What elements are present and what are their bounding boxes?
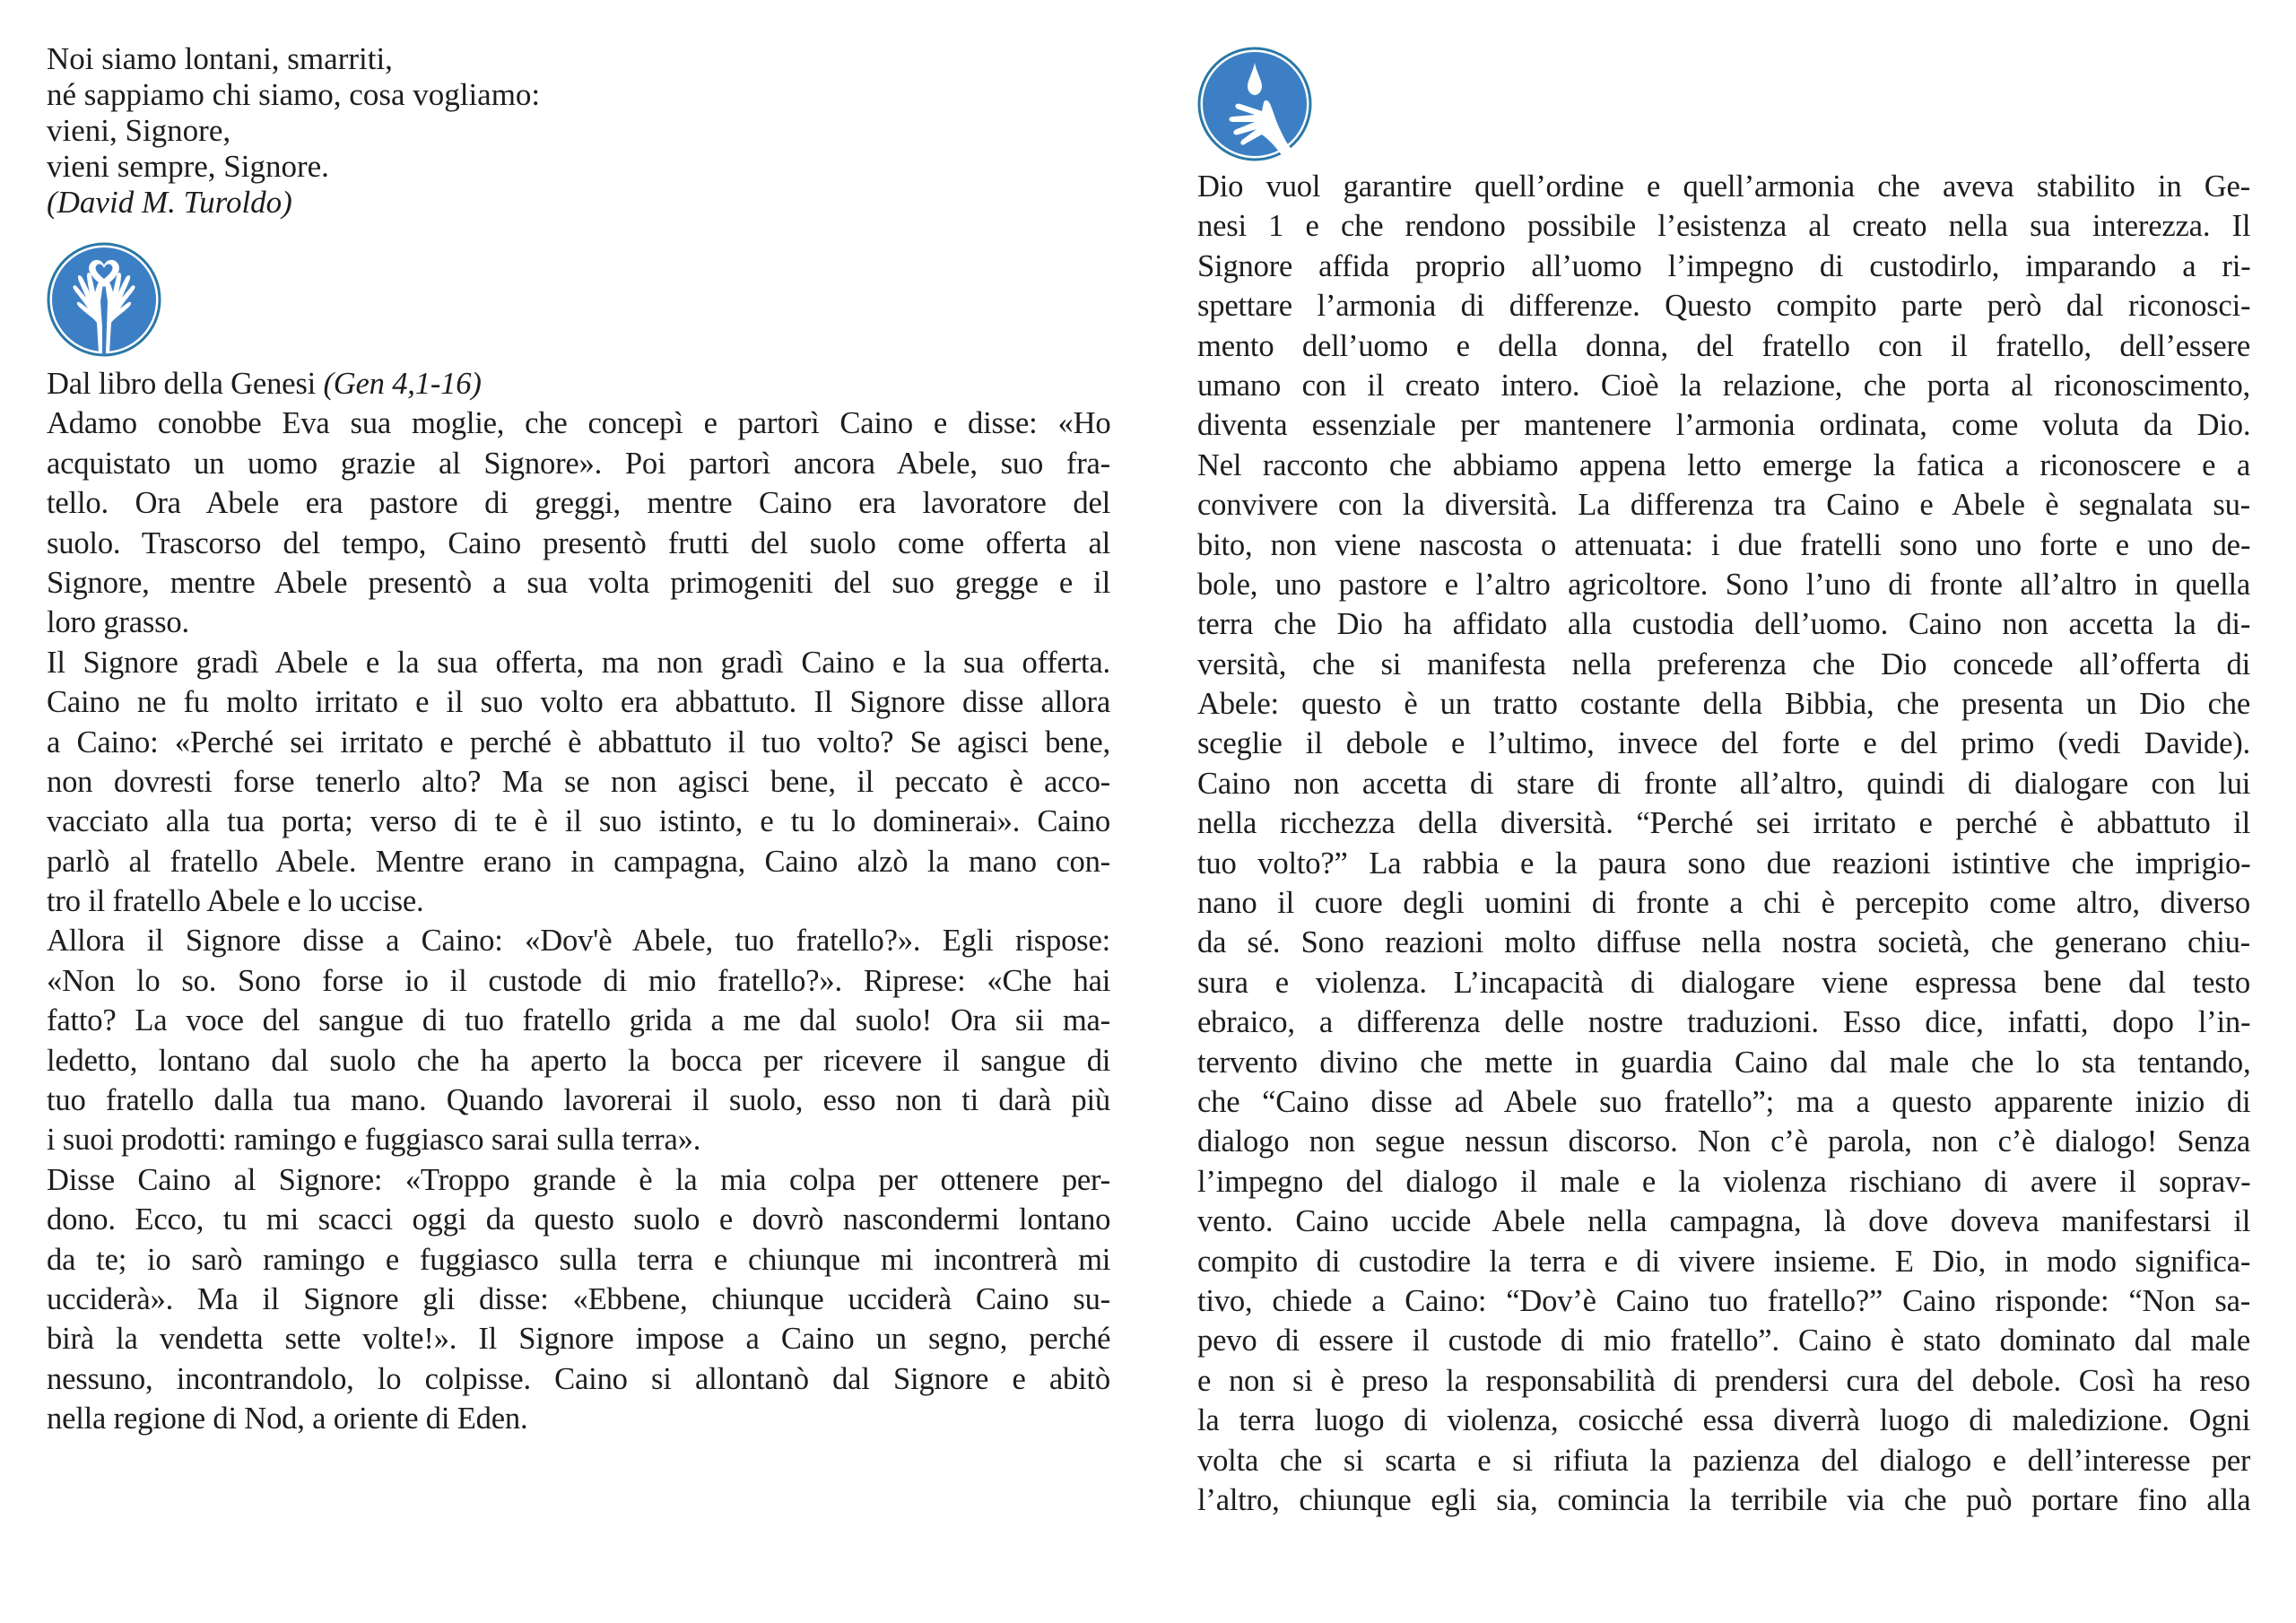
commentary-line: la terra luogo di violenza, cosicché essa diverrà luogo di maledizione. Ogni [1197, 1403, 2250, 1438]
commentary-line: Signore affida proprio all’uomo l’impegno di custodirlo, imparando a ri- [1197, 248, 2250, 283]
commentary-line: Caino non accetta di stare di fronte all’altro, quindi di dialogare con lui [1197, 766, 2250, 801]
commentary-line: ebraico, a differenza delle nostre traduzioni. Esso dice, infatti, dopo l’in- [1197, 1005, 2250, 1040]
commentary-line: volta che si scarta e si rifiuta la pazienza del dialogo e dell’interesse per [1197, 1443, 2250, 1478]
reading-source: Dal libro della Genesi [47, 367, 324, 401]
poem-line: vieni, Signore, [47, 113, 231, 148]
reading-line: Il Signore gradì Abele e la sua offerta, ma non gradì Caino e la sua offerta. [47, 645, 1110, 680]
poem-quote [47, 41, 540, 221]
reading-line: parlò al fratello Abele. Mentre erano in campagna, Caino alzò la mano con- [47, 844, 1110, 879]
reading-line: Allora il Signore disse a Caino: «Dov'è Abele, tuo fratello?». Egli rispose: [47, 924, 1110, 959]
reading-line: da te; io sarò ramingo e fuggiasco sulla terra e chiunque mi incontrerà mi [47, 1242, 1110, 1277]
commentary-line: e non si è preso la responsabilità di prendersi cura del debole. Così ha reso [1197, 1363, 2250, 1398]
reading-line: Caino ne fu molto irritato e il suo volto era abbattuto. Il Signore disse allora [47, 685, 1110, 720]
commentary-line: convivere con la diversità. La differenza tra Caino e Abele è segnalata su- [1197, 488, 2250, 523]
commentary-line: Abele: questo è un tratto costante della Bibbia, che presenta un Dio che [1197, 687, 2250, 722]
reading-line: fatto? La voce del sangue di tuo fratello grida a me dal suolo! Ora sii ma- [47, 1003, 1110, 1038]
reading-line: Disse Caino al Signore: «Troppo grande è la mia colpa per ottenere per- [47, 1162, 1110, 1197]
reading-line: nessuno, incontrandolo, lo colpisse. Caino si allontanò dal Signore e abitò [47, 1361, 1110, 1396]
reading-line: vacciato alla tua porta; verso di te è il suo istinto, e tu lo dominerai». Caino [47, 804, 1110, 839]
reading-line: tuo fratello dalla tua mano. Quando lavorerai il suolo, esso non ti darà più [47, 1083, 1110, 1118]
reading-line: dono. Ecco, tu mi scacci oggi da questo suolo e dovrò nascondermi lontano [47, 1202, 1110, 1237]
commentary-line: diventa essenziale per mantenere l’armonia ordinata, come voluta da Dio. [1197, 408, 2250, 443]
commentary-line: tervento divino che mette in guardia Caino dal male che lo sta tentando, [1197, 1045, 2250, 1080]
scripture-reading [47, 364, 1110, 1439]
commentary-line: sceglie il debole e l’ultimo, invece del forte e del primo (vedi Davide). [1197, 726, 2250, 761]
commentary-line: sura e violenza. L’incapacità di dialogare viene espressa bene dal testo [1197, 965, 2250, 1000]
reading-line: «Non lo so. Sono forse io il custode di mio fratello?». Riprese: «Che hai [47, 963, 1110, 998]
reading-line: loro grasso. [47, 605, 189, 640]
poem-author: (David M. Turoldo) [47, 185, 292, 220]
commentary-line: compito di custodire la terra e di vivere insieme. E Dio, in modo significa- [1197, 1244, 2250, 1279]
commentary-line: umano con il creato intero. Cioè la relazione, che porta al riconoscimento, [1197, 368, 2250, 403]
commentary-line: tuo volto?” La rabbia e la paura sono due reazioni istintive che imprigio- [1197, 846, 2250, 881]
reading-line: tro il fratello Abele e lo uccise. [47, 884, 424, 919]
reading-heading [47, 364, 1110, 404]
commentary-line: l’altro, chiunque egli sia, comincia la terribile via che può portare fino alla [1197, 1482, 2250, 1517]
reading-line: Signore, mentre Abele presentò a sua volta primogeniti del suo gregge e il [47, 565, 1110, 600]
commentary-line: che “Caino disse ad Abele suo fratello”; ma a questo apparente inizio di [1197, 1084, 2250, 1119]
poem-line: vieni sempre, Signore. [47, 149, 329, 184]
reading-line: ucciderà». Ma il Signore gli disse: «Ebbene, chiunque ucciderà Caino su- [47, 1281, 1110, 1316]
reading-reference: (Gen 4,1-16) [323, 367, 482, 401]
hand-water-drop-icon [1197, 47, 1312, 161]
reading-line: Adamo conobbe Eva sua moglie, che concepì e partorì Caino e disse: «Ho [47, 406, 1110, 441]
commentary-line: dialogo non segue nessun discorso. Non c’è parola, non c’è dialogo! Senza [1197, 1124, 2250, 1159]
commentary-line: l’impegno del dialogo il male e la violenza rischiano di avere il soprav- [1197, 1164, 2250, 1199]
commentary-line: Dio vuol garantire quell’ordine e quell’armonia che aveva stabilito in Ge- [1197, 169, 2250, 204]
reading-line: tello. Ora Abele era pastore di greggi, mentre Caino era lavoratore del [47, 486, 1110, 521]
reading-line: suolo. Trascorso del tempo, Caino presentò frutti del suolo come offerta al [47, 525, 1110, 560]
commentary-line: da sé. Sono reazioni molto diffuse nella nostra società, che generano chiu- [1197, 925, 2250, 960]
commentary-line: Nel racconto che abbiamo appena letto emerge la fatica a riconoscere e a [1197, 447, 2250, 482]
commentary-line: bito, non viene nascosta o attenuata: i due fratelli sono uno forte e uno de- [1197, 527, 2250, 562]
reading-line: birà la vendetta sette volte!». Il Signore impose a Caino un segno, perché [47, 1322, 1110, 1357]
commentary-line: nesi 1 e che rendono possibile l’esistenza al creato nella sua interezza. Il [1197, 209, 2250, 244]
commentary-line: terra che Dio ha affidato alla custodia dell’uomo. Caino non accetta la di- [1197, 607, 2250, 642]
commentary-line: tivo, chiede a Caino: “Dov’è Caino tuo fratello?” Caino risponde: “Non sa- [1197, 1283, 2250, 1318]
commentary-line: nano il cuore degli uomini di fronte a chi è percepito come altro, diverso [1197, 886, 2250, 921]
commentary-line: mento dell’uomo e della donna, del fratello con il fratello, dell’essere [1197, 328, 2250, 363]
commentary-line: nella ricchezza della diversità. “Perché sei irritato e perché è abbattuto il [1197, 806, 2250, 841]
commentary-line: versità, che si manifesta nella preferenza che Dio concede all’offerta di [1197, 647, 2250, 681]
poem-line: né sappiamo chi siamo, cosa vogliamo: [47, 77, 541, 112]
reading-line: a Caino: «Perché sei irritato e perché è abbattuto il tuo volto? Se agisci bene, [47, 725, 1110, 759]
commentary-text [1197, 167, 2250, 1520]
reading-line: i suoi prodotti: ramingo e fuggiasco sarai sulla terra». [47, 1123, 701, 1158]
reading-line: non dovresti forse tenerlo alto? Ma se non agisci bene, il peccato è acco- [47, 764, 1110, 799]
commentary-line: bole, uno pastore e l’altro agricoltore. Sono l’uno di fronte all’altro in quella [1197, 567, 2250, 602]
poem-line: Noi siamo lontani, smarriti, [47, 41, 393, 76]
reading-line: ledetto, lontano dal suolo che ha aperto la bocca per ricevere il sangue di [47, 1043, 1110, 1078]
reading-line: acquistato un uomo grazie al Signore». Poi partorì ancora Abele, suo fra- [47, 446, 1110, 481]
commentary-line: vento. Caino uccide Abele nella campagna, là dove doveva manifestarsi il [1197, 1204, 2250, 1239]
commentary-line: spettare l’armonia di differenze. Questo compito parte però dal riconosci- [1197, 289, 2250, 324]
hands-heart-icon [47, 242, 161, 357]
commentary-line: pevo di essere il custode di mio fratello”. Caino è stato dominato dal male [1197, 1324, 2250, 1358]
reading-line: nella regione di Nod, a oriente di Eden. [47, 1402, 528, 1436]
